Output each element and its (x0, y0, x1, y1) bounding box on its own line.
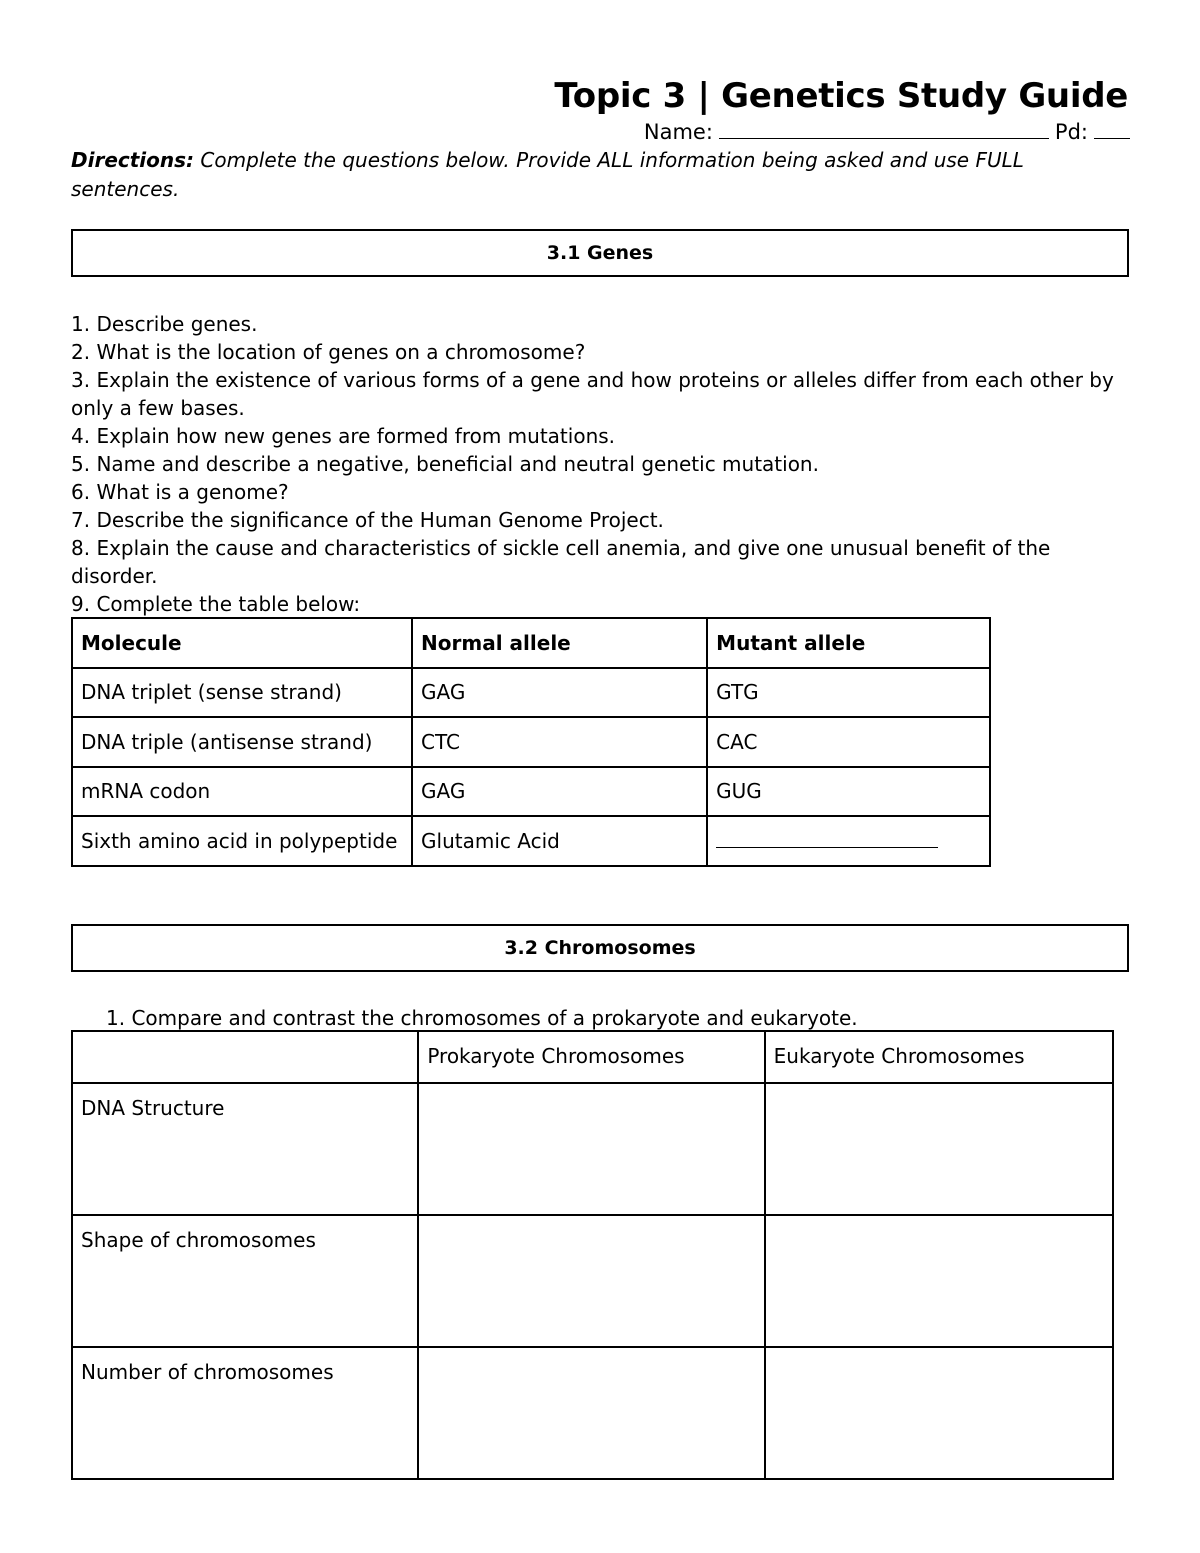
row-label: Number of chromosomes (72, 1347, 418, 1479)
answer-blank[interactable] (716, 829, 938, 848)
table-cell: GUG (707, 767, 990, 817)
pd-field[interactable] (1094, 120, 1130, 139)
question: 2. What is the location of genes on a chromosome? (71, 340, 586, 364)
table-cell: mRNA codon (72, 767, 412, 817)
question: 6. What is a genome? (71, 480, 289, 504)
header-cell: Mutant allele (707, 618, 990, 668)
genes-question-list (71, 310, 1131, 618)
pd-label: Pd: (1054, 120, 1088, 144)
chromosome-comparison-table (71, 1030, 1114, 1480)
answer-cell[interactable] (418, 1347, 764, 1479)
answer-cell[interactable] (707, 816, 990, 866)
name-field[interactable] (719, 120, 1049, 139)
table-cell: Glutamic Acid (412, 816, 707, 866)
question: 7. Describe the significance of the Human Genome Project. (71, 508, 664, 532)
table-row (72, 816, 990, 866)
question: 3. Explain the existence of various forms of a gene and how proteins or alleles differ from each other by only a few bases. (71, 368, 1114, 420)
header-cell: Normal allele (412, 618, 707, 668)
question: 1. Describe genes. (71, 312, 258, 336)
table-header-row (72, 618, 990, 668)
table-row (72, 1083, 1113, 1215)
header-cell: Prokaryote Chromosomes (418, 1031, 764, 1083)
question: 8. Explain the cause and characteristics of sickle cell anemia, and give one unusual benefit of the disorder. (71, 536, 1051, 588)
row-label: Shape of chromosomes (72, 1215, 418, 1347)
directions-label: Directions: (71, 148, 195, 172)
question: 5. Name and describe a negative, beneficial and neutral genetic mutation. (71, 452, 819, 476)
answer-cell[interactable] (765, 1083, 1113, 1215)
directions-text: Complete the questions below. Provide ALL information being asked and use FULL sentences. (71, 148, 1024, 201)
chromosome-question: 1. Compare and contrast the chromosomes of a prokaryote and eukaryote. (106, 1006, 858, 1030)
question: 4. Explain how new genes are formed from mutations. (71, 424, 616, 448)
table-row (72, 668, 990, 718)
table-cell: Sixth amino acid in polypeptide (72, 816, 412, 866)
section-heading-genes: 3.1 Genes (71, 229, 1129, 277)
mutation-table (71, 617, 991, 867)
name-label: Name: (643, 120, 713, 144)
table-cell: GTG (707, 668, 990, 718)
answer-cell[interactable] (418, 1215, 764, 1347)
answer-cell[interactable] (765, 1347, 1113, 1479)
header-cell (72, 1031, 418, 1083)
name-pd-line (644, 120, 1130, 144)
table-row (72, 1347, 1113, 1479)
table-header-row (72, 1031, 1113, 1083)
row-label: DNA Structure (72, 1083, 418, 1215)
table-row (72, 767, 990, 817)
table-cell: DNA triple (antisense strand) (72, 717, 412, 767)
answer-cell[interactable] (765, 1215, 1113, 1347)
table-row (72, 717, 990, 767)
header-cell: Eukaryote Chromosomes (765, 1031, 1113, 1083)
directions (71, 146, 1071, 204)
table-cell: DNA triplet (sense strand) (72, 668, 412, 718)
table-row (72, 1215, 1113, 1347)
table-cell: CTC (412, 717, 707, 767)
section-heading-chromosomes: 3.2 Chromosomes (71, 924, 1129, 972)
answer-cell[interactable] (418, 1083, 764, 1215)
header-cell: Molecule (72, 618, 412, 668)
question: 9. Complete the table below: (71, 592, 361, 616)
table-cell: CAC (707, 717, 990, 767)
page-title: Topic 3 | Genetics Study Guide (554, 76, 1128, 116)
table-cell: GAG (412, 668, 707, 718)
table-cell: GAG (412, 767, 707, 817)
